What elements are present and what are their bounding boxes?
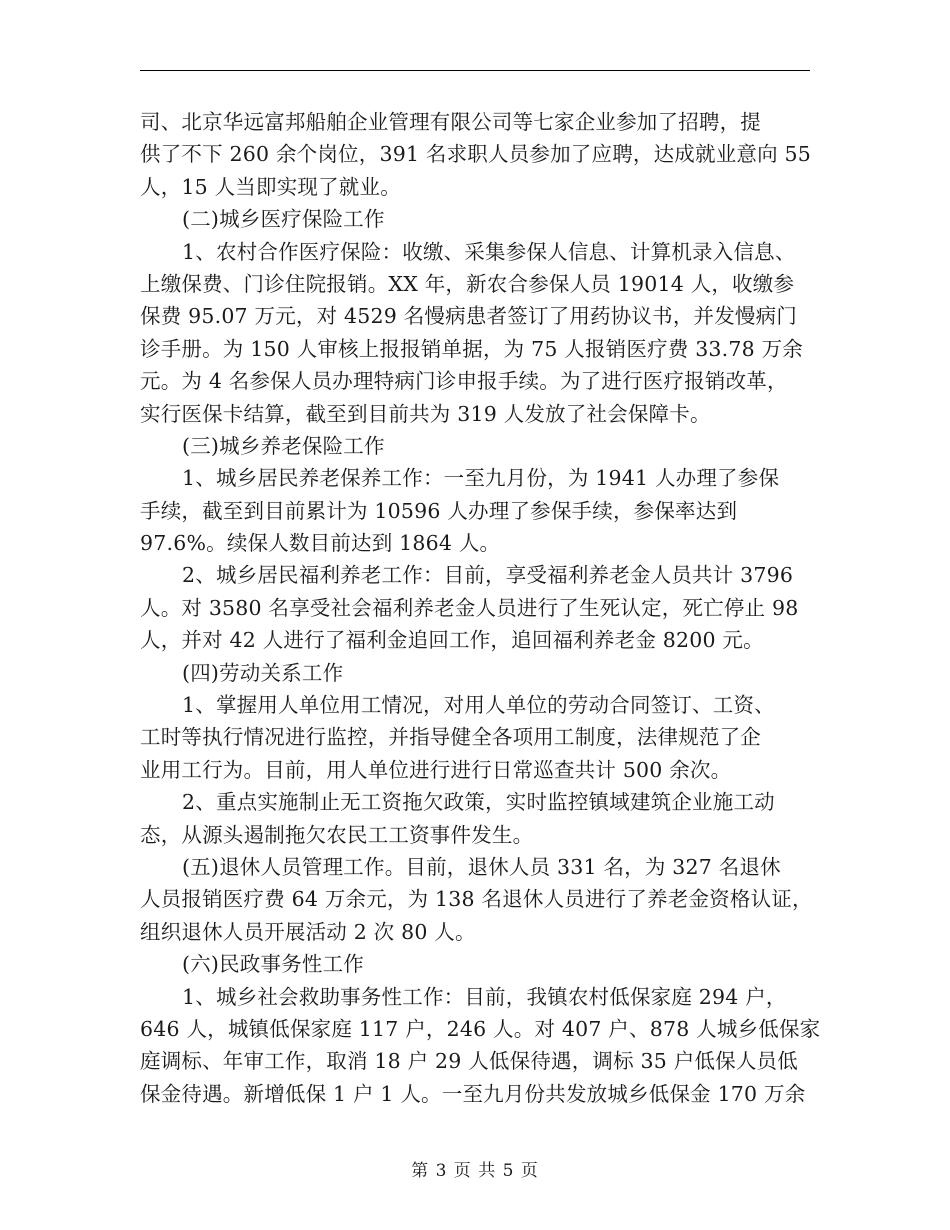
text-line: 646 人，城镇低保家庭 117 户，246 人。对 407 户、878 人城乡低保家 [140, 1016, 821, 1041]
text-line: 人员报销医疗费 64 万余元，为 138 名退休人员进行了养老金资格认证， [140, 887, 813, 912]
text-line: 人，15 人当即实现了就业。 [140, 174, 401, 199]
text-line: 组织退休人员开展活动 2 次 80 人。 [140, 919, 476, 944]
text-line: (五)退休人员管理工作。目前，退休人员 331 名，为 327 名退休 [182, 854, 781, 879]
text-line: (四)劳动关系工作 [182, 660, 344, 685]
text-line: 1、城乡居民养老保养工作：一至九月份，为 1941 人办理了参保 [182, 466, 780, 491]
text-line: (二)城乡医疗保险工作 [182, 207, 385, 232]
text-line: 2、城乡居民福利养老工作：目前，享受福利养老金人员共计 3796 [182, 563, 794, 588]
text-line: 1、城乡社会救助事务性工作：目前，我镇农村低保家庭 294 户， [182, 984, 787, 1009]
text-line: 上缴保费、门诊住院报销。XX 年，新农合参保人员 19014 人，收缴参 [140, 271, 795, 296]
text-line: 供了不下 260 余个岗位，391 名求职人员参加了应聘，达成就业意向 55 [140, 142, 812, 167]
text-line: 司、北京华远富邦船舶企业管理有限公司等七家企业参加了招聘，提 [140, 110, 761, 134]
text-line: 实行医保卡结算，截至到目前共为 319 人发放了社会保障卡。 [140, 401, 711, 426]
text-line: 业用工行为。目前，用人单位进行进行日常巡查共计 500 余次。 [140, 757, 732, 782]
text-line: 人。对 3580 名享受社会福利养老金人员进行了生死认定，死亡停止 98 [140, 595, 799, 620]
text-line: 保费 95.07 万元，对 4529 名慢病患者签订了用药协议书，并发慢病门 [140, 304, 798, 329]
text-line: (六)民政事务性工作 [182, 952, 364, 977]
text-line: 人，并对 42 人进行了福利金追回工作，追回福利养老金 8200 元。 [140, 628, 764, 653]
document-body [140, 106, 820, 1110]
text-line: 2、重点实施制止无工资拖欠政策，实时监控镇域建筑企业施工动 [182, 790, 775, 815]
text-line: 1、农村合作医疗保险：收缴、采集参保人信息、计算机录入信息、 [182, 239, 796, 264]
text-line: (三)城乡养老保险工作 [182, 433, 385, 458]
page-footer: 第 3 页 共 5 页 [411, 1161, 539, 1181]
text-line: 庭调标、年审工作，取消 18 户 29 人低保待遇，调标 35 户低保人员低 [140, 1049, 798, 1074]
text-line: 工时等执行情况进行监控，并指导健全各项用工制度，法律规范了企 [140, 725, 761, 750]
text-line: 1、掌握用人单位用工情况，对用人单位的劳动合同签订、工资、 [182, 693, 775, 718]
text-line: 元。为 4 名参保人员办理特病门诊申报手续。为了进行医疗报销改革， [140, 369, 788, 394]
text-line: 手续，截至到目前累计为 10596 人办理了参保手续，参保率达到 [140, 498, 738, 523]
header-rule [140, 70, 810, 71]
text-line: 保金待遇。新增低保 1 户 1 人。一至九月份共发放城乡低保金 170 万余 [140, 1081, 806, 1106]
text-line: 诊手册。为 150 人审核上报报销单据，为 75 人报销医疗费 33.78 万余 [140, 336, 803, 361]
text-line: 态，从源头遏制拖欠农民工工资事件发生。 [140, 822, 534, 847]
text-line: 97.6%。续保人数目前达到 1864 人。 [140, 531, 501, 556]
